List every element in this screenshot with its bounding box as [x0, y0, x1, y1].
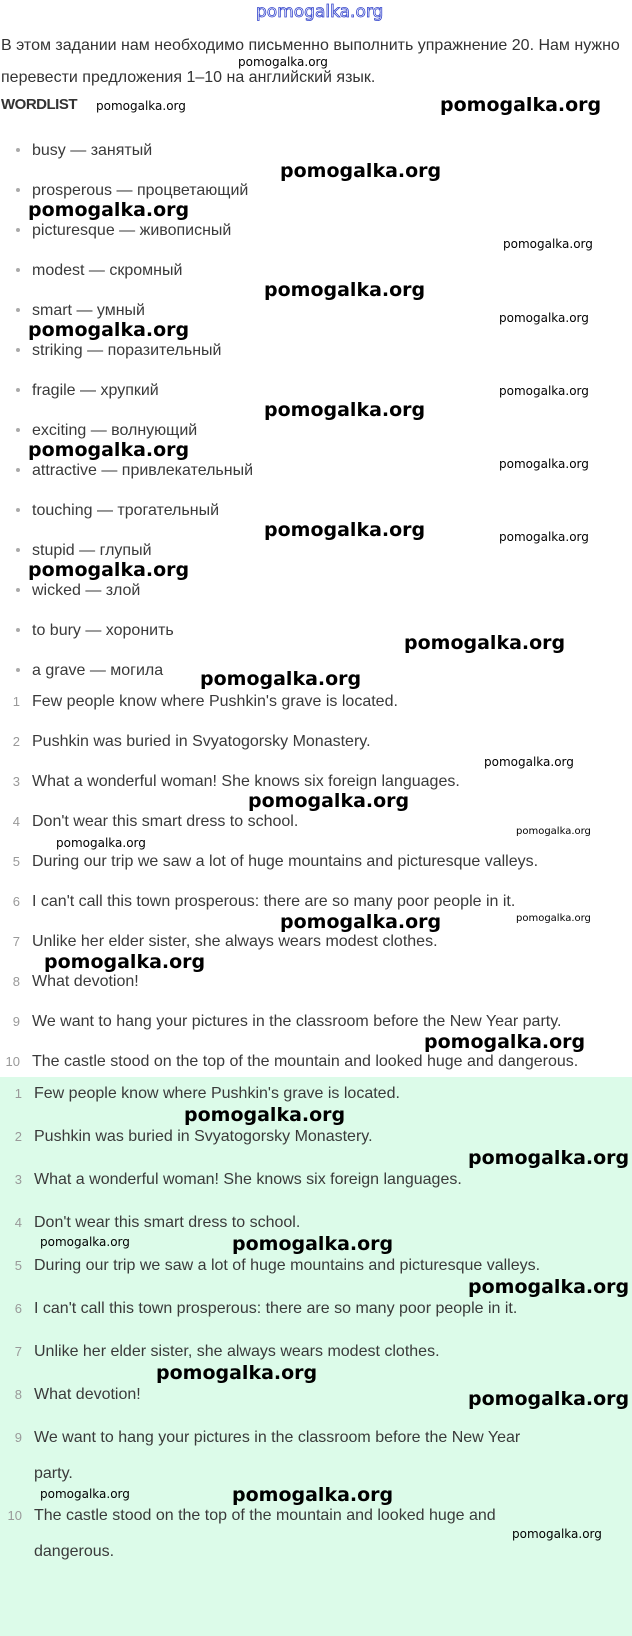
answer-text: Pushkin was buried in Svyatogorsky Monastery. [34, 1128, 373, 1145]
answer-line [0, 1127, 373, 1147]
wordlist-text: touching — трогательный [32, 502, 219, 519]
wordlist-text: modest — скромный [32, 262, 183, 279]
answer-line [0, 1542, 114, 1562]
watermark: pomogalka.org [232, 1233, 394, 1255]
wordlist-item [0, 661, 163, 681]
sentence-text: We want to hang your pictures in the classroom before the New Year party. [32, 1013, 562, 1030]
wordlist-text: wicked — злой [32, 582, 141, 599]
wordlist-text: to bury — хоронить [32, 622, 174, 639]
sentence-text: Few people know where Pushkin's grave is located. [32, 693, 398, 710]
answer-text: What a wonderful woman! She knows six foreign languages. [34, 1171, 462, 1188]
watermark: pomogalka.org [404, 632, 566, 654]
answer-text: What devotion! [34, 1386, 141, 1403]
watermark: pomogalka.org [440, 94, 602, 116]
exercise-sentence [0, 692, 398, 712]
watermark: pomogalka.org [28, 439, 190, 461]
answer-number: 1 [14, 1086, 22, 1101]
wordlist-item [0, 541, 152, 561]
watermark: pomogalka.org [40, 1487, 130, 1501]
answer-text: Few people know where Pushkin's grave is located. [34, 1085, 400, 1102]
bullet-icon [16, 148, 20, 152]
wordlist-text: exciting — волнующий [32, 422, 198, 439]
wordlist-item [0, 501, 219, 521]
wordlist-item [0, 341, 221, 361]
answer-line [0, 1342, 440, 1362]
wordlist-item [0, 261, 182, 281]
watermark: pomogalka.org [264, 519, 426, 541]
sentence-number: 7 [12, 934, 20, 949]
watermark: pomogalka.org [28, 319, 190, 341]
wordlist-text: a grave — могила [32, 662, 164, 679]
exercise-sentence [0, 812, 298, 832]
answer-line [0, 1299, 517, 1319]
bullet-icon [16, 428, 20, 432]
answer-text: I can't call this town prosperous: there are so many poor people in it. [34, 1300, 518, 1317]
answer-text: Don't wear this smart dress to school. [34, 1214, 301, 1231]
watermark: pomogalka.org [248, 790, 410, 812]
watermark: pomogalka.org [280, 911, 442, 933]
sentence-number: 5 [12, 854, 20, 869]
watermark: pomogalka.org [512, 1527, 602, 1541]
answer-line [0, 1464, 73, 1484]
watermark: pomogalka.org [184, 1104, 346, 1126]
wordlist-text: striking — поразительный [32, 342, 222, 359]
watermark: pomogalka.org [156, 1362, 318, 1384]
bullet-icon [16, 188, 20, 192]
watermark: pomogalka.org [40, 1235, 130, 1249]
exercise-sentence [0, 972, 139, 992]
exercise-sentence [0, 732, 371, 752]
site-logo: pomogalka.org [256, 2, 384, 22]
sentence-number: 10 [5, 1054, 20, 1069]
watermark: pomogalka.org [516, 826, 591, 837]
answer-number: 3 [14, 1172, 22, 1187]
watermark: pomogalka.org [499, 530, 589, 544]
bullet-icon [16, 588, 20, 592]
watermark: pomogalka.org [200, 668, 362, 690]
wordlist-text: prosperous — процветающий [32, 182, 249, 199]
answer-text: dangerous. [34, 1543, 115, 1560]
bullet-icon [16, 668, 20, 672]
sentence-number: 3 [12, 774, 20, 789]
answer-text: We want to hang your pictures in the classroom before the New Year [34, 1429, 521, 1446]
intro-text: В этом задании нам необходимо письменно выполнить упражнение 20. Нам нужно перевести предложения 1–10 на английский язык. [1, 37, 620, 86]
wordlist-item [0, 581, 140, 601]
bullet-icon [16, 268, 20, 272]
answer-text: The castle stood on the top of the mountain and looked huge and [34, 1507, 496, 1524]
exercise-sentence [0, 772, 460, 792]
answer-line [0, 1256, 540, 1276]
watermark: pomogalka.org [96, 99, 186, 113]
watermark: pomogalka.org [232, 1484, 394, 1506]
watermark: pomogalka.org [468, 1276, 630, 1298]
sentence-number: 4 [12, 814, 20, 829]
wordlist-text: attractive — привлекательный [32, 462, 254, 479]
sentence-text: During our trip we saw a lot of huge mountains and picturesque valleys. [32, 853, 539, 870]
wordlist-text: stupid — глупый [32, 542, 152, 559]
sentence-text: Pushkin was buried in Svyatogorsky Monastery. [32, 733, 371, 750]
watermark: pomogalka.org [264, 399, 426, 421]
wordlist-item [0, 621, 174, 641]
answer-line [0, 1385, 141, 1405]
sentence-number: 8 [12, 974, 20, 989]
wordlist-item [0, 461, 253, 481]
wordlist-item [0, 301, 145, 321]
sentence-number: 9 [12, 1014, 20, 1029]
bullet-icon [16, 548, 20, 552]
sentence-text: Don't wear this smart dress to school. [32, 813, 299, 830]
wordlist-item [0, 141, 152, 161]
watermark: pomogalka.org [44, 951, 206, 973]
bullet-icon [16, 468, 20, 472]
watermark: pomogalka.org [424, 1031, 586, 1053]
answer-number: 10 [7, 1508, 22, 1523]
bullet-icon [16, 508, 20, 512]
answer-number: 7 [14, 1344, 22, 1359]
wordlist-item [0, 221, 231, 241]
exercise-sentence [0, 932, 438, 952]
wordlist-text: fragile — хрупкий [32, 382, 159, 399]
wordlist-heading: WORDLIST [1, 96, 77, 113]
watermark: pomogalka.org [468, 1388, 630, 1410]
sentence-number: 2 [12, 734, 20, 749]
bullet-icon [16, 628, 20, 632]
sentence-number: 6 [12, 894, 20, 909]
bullet-icon [16, 388, 20, 392]
watermark: pomogalka.org [238, 55, 328, 69]
answer-number: 2 [14, 1129, 22, 1144]
watermark: pomogalka.org [56, 836, 146, 850]
bullet-icon [16, 308, 20, 312]
exercise-sentence [0, 1012, 561, 1032]
exercise-sentence [0, 892, 515, 912]
sentence-number: 1 [12, 694, 20, 709]
answer-number: 8 [14, 1387, 22, 1402]
answer-text: During our trip we saw a lot of huge mountains and picturesque valleys. [34, 1257, 541, 1274]
exercise-sentence [0, 1052, 578, 1072]
answer-number: 5 [14, 1258, 22, 1273]
wordlist-item [0, 381, 159, 401]
answer-line [0, 1213, 300, 1233]
answer-line [0, 1170, 462, 1190]
watermark: pomogalka.org [28, 559, 190, 581]
sentence-text: What a wonderful woman! She knows six foreign languages. [32, 773, 460, 790]
bullet-icon [16, 228, 20, 232]
watermark: pomogalka.org [499, 311, 589, 325]
sentence-text: The castle stood on the top of the mountain and looked huge and dangerous. [32, 1053, 579, 1070]
sentence-text: I can't call this town prosperous: there are so many poor people in it. [32, 893, 516, 910]
exercise-sentence [0, 852, 538, 872]
answer-number: 9 [14, 1430, 22, 1445]
answer-line [0, 1084, 400, 1104]
watermark: pomogalka.org [264, 279, 426, 301]
watermark: pomogalka.org [28, 199, 190, 221]
answer-line [0, 1428, 520, 1448]
watermark: pomogalka.org [280, 160, 442, 182]
bullet-icon [16, 348, 20, 352]
wordlist-text: busy — занятый [32, 142, 153, 159]
watermark: pomogalka.org [484, 755, 574, 769]
watermark: pomogalka.org [499, 384, 589, 398]
answer-line [0, 1506, 496, 1526]
sentence-text: What devotion! [32, 973, 139, 990]
wordlist-text: smart — умный [32, 302, 145, 319]
wordlist-item [0, 181, 248, 201]
sentence-text: Unlike her elder sister, she always wears modest clothes. [32, 933, 438, 950]
watermark: pomogalka.org [503, 237, 593, 251]
watermark: pomogalka.org [468, 1147, 630, 1169]
watermark: pomogalka.org [499, 457, 589, 471]
wordlist-text: picturesque — живописный [32, 222, 232, 239]
answer-text: party. [34, 1465, 73, 1482]
answer-text: Unlike her elder sister, she always wears modest clothes. [34, 1343, 440, 1360]
wordlist-item [0, 421, 197, 441]
answer-number: 4 [14, 1215, 22, 1230]
answer-number: 6 [14, 1301, 22, 1316]
watermark: pomogalka.org [516, 913, 591, 924]
